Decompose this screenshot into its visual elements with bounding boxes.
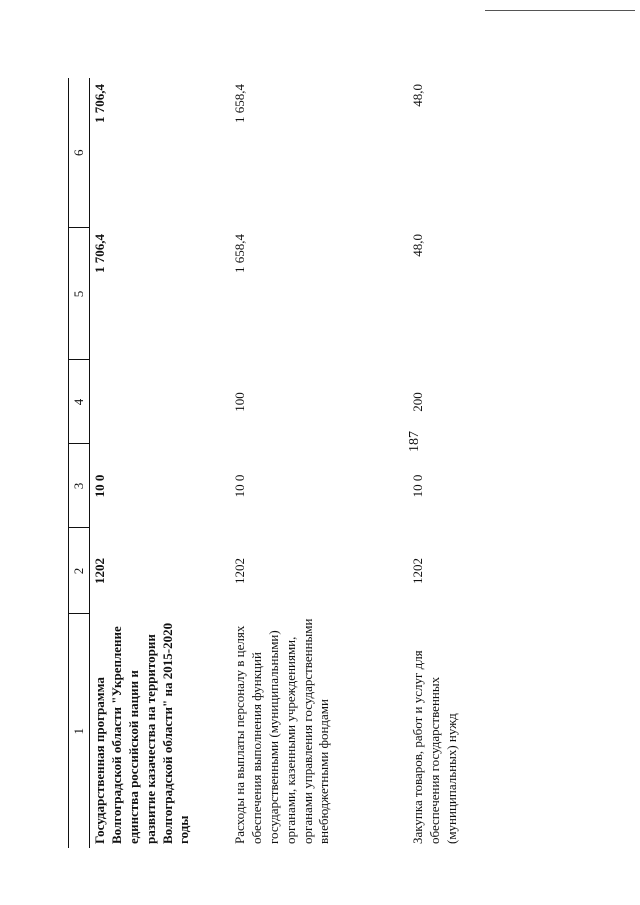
table-row xyxy=(408,78,610,848)
table-row xyxy=(230,78,408,848)
row-amount: 1 658,4 xyxy=(232,234,247,273)
header-col-4: 4 xyxy=(69,360,90,444)
row-target: 10 0 xyxy=(232,474,247,498)
header-col-5: 5 xyxy=(69,228,90,360)
table-row xyxy=(90,78,231,848)
top-rule xyxy=(485,10,635,11)
row-total: 48,0 xyxy=(410,84,425,107)
row-total: 1 706,4 xyxy=(92,84,107,123)
budget-table xyxy=(68,78,610,848)
row-section: 1202 xyxy=(232,558,247,584)
budget-table-container xyxy=(68,78,628,848)
row-target: 10 0 xyxy=(410,474,425,498)
page-number: 187 xyxy=(407,431,422,452)
header-col-2: 2 xyxy=(69,528,90,614)
row-section: 1202 xyxy=(410,558,425,584)
row-name: Расходы на выплаты персоналу в целях обеспечения выполнения функций государственными (муниципальными) органами, казенными учреждениями, органами управления государственными внебюджетными фондами xyxy=(232,618,332,844)
header-col-1: 1 xyxy=(69,614,90,848)
row-total: 1 658,4 xyxy=(232,84,247,123)
row-name: Государственная программа Волгоградской области "Укрепление единства российской нации и развитие казачества на территории Волгоградской области" на 2015-2020 годы xyxy=(92,622,192,844)
row-amount: 1 706,4 xyxy=(92,234,107,273)
row-amount: 48,0 xyxy=(410,234,425,257)
header-col-6: 6 xyxy=(69,78,90,228)
row-expense-type: 100 xyxy=(232,392,247,412)
header-row xyxy=(69,78,90,848)
row-section: 1202 xyxy=(92,558,107,584)
header-col-3: 3 xyxy=(69,444,90,528)
row-expense-type xyxy=(90,360,231,444)
row-name: Закупка товаров, работ и услуг для обеспечения государственных (муниципальных) нужд xyxy=(410,650,459,844)
row-expense-type: 200 xyxy=(410,392,425,412)
row-target: 10 0 xyxy=(92,474,107,498)
